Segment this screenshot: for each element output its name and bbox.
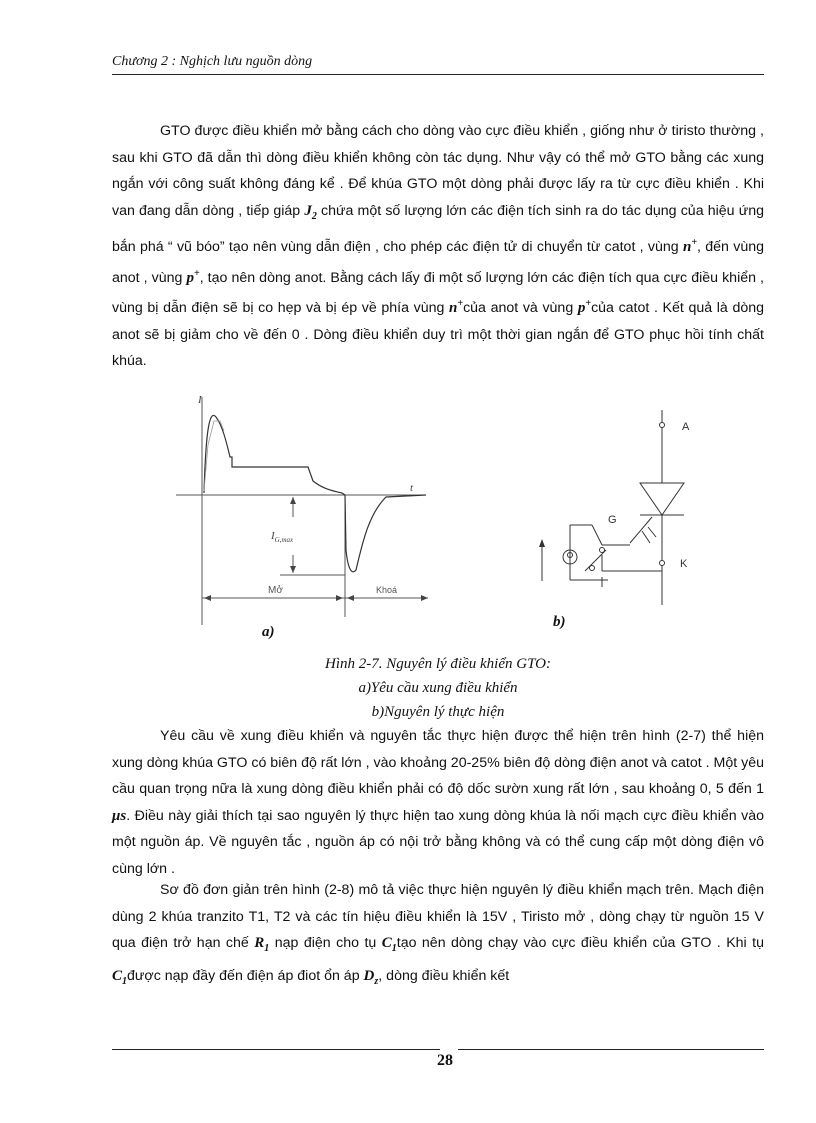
figure-b-label: b)	[553, 614, 566, 630]
symbol-p-plus: p+	[186, 267, 200, 286]
footer-rule-left	[112, 1049, 440, 1050]
symbol-microsecond: μs	[112, 807, 127, 824]
paragraph-pulse-requirements: Yêu cầu về xung điều khiển và nguyên tắc thực hiện được thể hiện trên hình (2-7) thể hiện xung dòng khúa GTO có biên độ rất lớn , vào khoảng 20-25% biên độ dòng điện anot và catot . Một yêu cầu quan trọng nữa là xung dòng điều khiển phải có độ dốc sườn xung rất lớn , sau khoảng 0, 5 đến 1 μs. Điều này giải thích tại sao nguyên lý thực hiện tao xung dòng khúa là nối mạch cực điều khiển vào một nguồn áp. Về nguyên tắc , nguồn áp có nội trở bằng không và có thể cung cấp một dòng điện vô cùng lớn .	[112, 728, 764, 877]
symbol-n-plus: n+	[449, 298, 464, 316]
gate-label: G	[608, 514, 617, 526]
symbol-r1: $R_1$	[254, 935, 270, 954]
cathode-label: K	[680, 558, 688, 570]
y-axis-label: I	[198, 394, 202, 406]
gate-current-curve	[204, 415, 426, 571]
caption-a: a)Yêu cầu xung điều khiển	[358, 680, 518, 696]
caption-b: b)Nguyên lý thực hiện	[371, 704, 505, 720]
symbol-c1: $C_1$	[112, 967, 128, 987]
symbol-c1: $C_1$	[381, 935, 397, 954]
figure-a-label: a)	[262, 624, 275, 640]
symbol-j2: $J_2$	[304, 202, 317, 222]
label-khoa: Khoá	[376, 585, 398, 595]
paragraph-circuit-description: Sơ đồ đơn giản trên hình (2-8) mô tả việc thực hiện nguyên lý điều khiển mạch trên. Mạch điện dùng 2 khúa tranzito T1, T2 và các tín hiệu điều khiển là 15V , Tiristo mở , dòng chạy từ nguồn 15 V qua điện trở hạn chế $R_1$ nạp điện cho tụ $C_1tạo$ nên dòng chạy vào cực điều khiển của GTO . Khi tụ $C_1được$ nạp đầy đến điện áp điot ổn áp $D_z$, dòng điều khiển kết	[112, 882, 764, 987]
symbol-n-plus: n+	[682, 237, 698, 255]
gate-lead	[630, 517, 652, 543]
symbol-p-plus: p+	[577, 298, 592, 316]
page-header: Chương 2 : Nghịch lưu nguồn dòng	[112, 54, 313, 69]
page-number: 28	[437, 1052, 453, 1069]
symbol-dz: $D_z$	[363, 967, 379, 987]
header-rule	[112, 74, 764, 75]
switch	[585, 550, 606, 571]
anode-label: A	[682, 421, 690, 433]
figure-b-circuit	[530, 405, 710, 610]
x-axis-label: t	[410, 482, 414, 494]
caption-title: Hình 2-7. Nguyên lý điều khiển GTO:	[325, 656, 551, 672]
figure-a-waveform	[168, 385, 438, 647]
label-mo: Mở	[268, 585, 283, 596]
gto-symbol	[640, 483, 684, 515]
footer-rule-right	[458, 1049, 764, 1050]
ig-max-label: $I_{G,max}$	[271, 530, 294, 544]
paragraph-gto-turn-off: GTO được điều khiển mở bằng cách cho dòng vào cực điều khiển , giống như ở tiristo thường , sau khi GTO đã dẫn thì dòng điều khiển không còn tác dụng. Như vậy có thể mở GTO bằng các xung ngắn với công suất không đáng kể . Để khúa GTO một dòng phải được lấy ra từ cực điều khiển . Khi van đang dẫn dòng , tiếp giáp $J_2$ chứa một số lượng lớn các điện tích sinh ra do tác dụng của hiệu ứng bắn phá “ vũ bóo” tạo nên vùng dẫn điện , cho phép các điện tử di chuyển từ catot , vùng n+, đến vùng anot , vùng p+, tạo nên dòng anot. Bằng cách lấy đi một số lượng lớn các điện tích qua cực điều khiển , vùng bị dẫn điện sẽ bị co hẹp và bị ép về phía vùng n+của anot và vùng p+của catot . Kết quả là dòng anot sẽ bị giảm cho về đến 0 . Dòng điều khiển duy trì một thời gian ngắn để GTO phục hồi tính chất khúa.	[112, 123, 765, 369]
